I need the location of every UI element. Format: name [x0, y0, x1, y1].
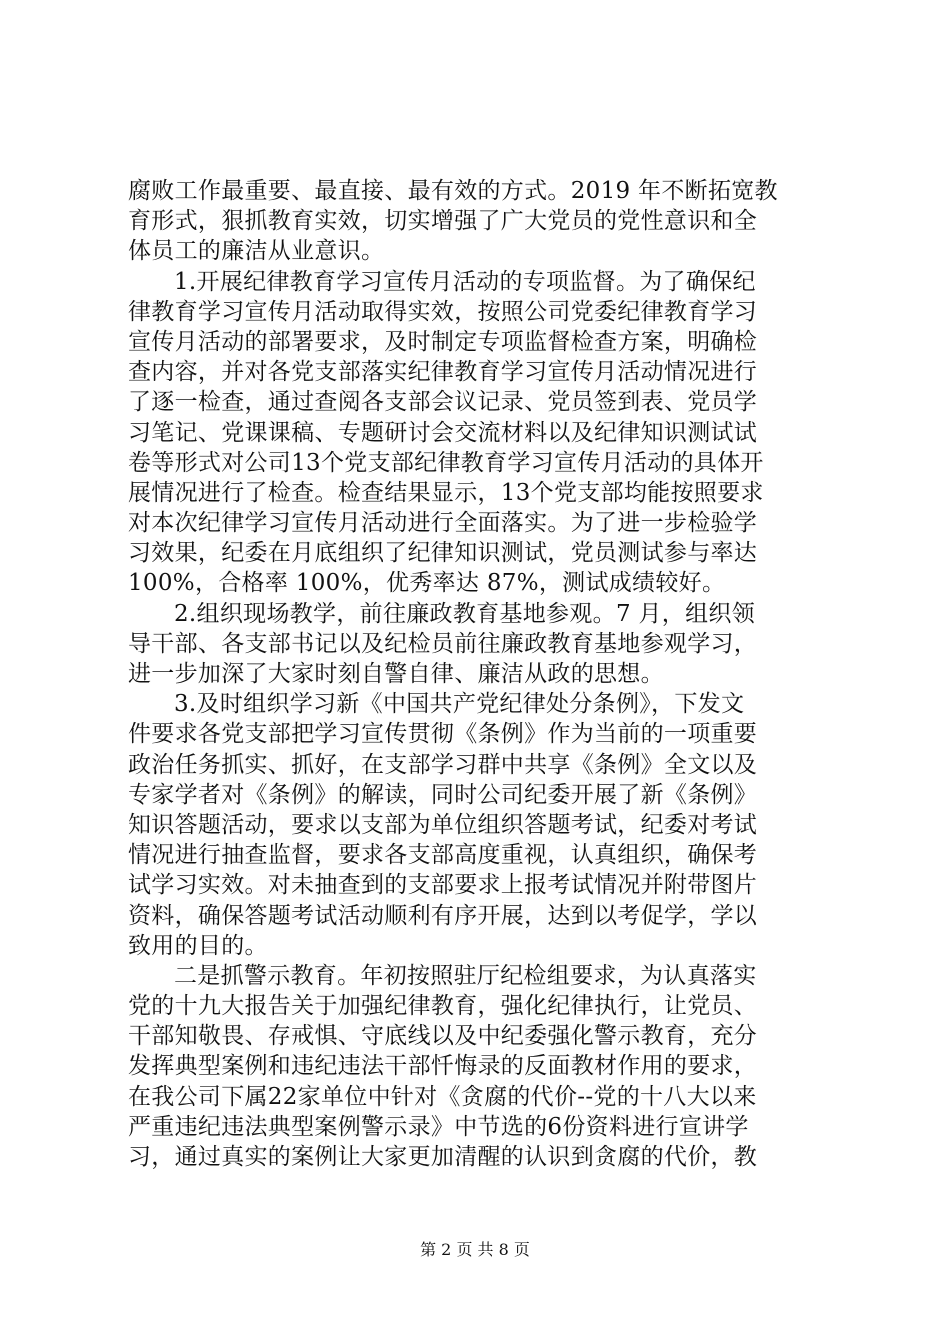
- text-line: 习，通过真实的案例让大家更加清醒的认识到贪腐的代价，教: [128, 1144, 758, 1170]
- text-line: 卷等形式对公司13个党支部纪律教育学习宣传月活动的具体开: [128, 449, 764, 476]
- text-line: 在我公司下属22家单位中针对《贪腐的代价--党的十八大以来: [128, 1083, 757, 1110]
- text-line: 导干部、各支部书记以及纪检员前往廉政教育基地参观学习，: [128, 630, 758, 657]
- text-line: 查内容，并对各党支部落实纪律教育学习宣传月活动情况进行: [128, 359, 758, 386]
- text-line: 试学习实效。对未抽查到的支部要求上报考试情况并附带图片: [128, 872, 758, 899]
- paragraph-first-line: 3.及时组织学习新《中国共产党纪律处分条例》，下发文: [174, 691, 745, 718]
- text-line: 体员工的廉洁从业意识。: [128, 238, 385, 265]
- text-line: 政治任务抓实、抓好，在支部学习群中共享《条例》全文以及: [128, 751, 758, 778]
- text-line: 对本次纪律学习宣传月活动进行全面落实。为了进一步检验学: [128, 510, 758, 537]
- text-line: 展情况进行了检查。检查结果显示，13个党支部均能按照要求: [128, 479, 764, 506]
- text-line: 进一步加深了大家时刻自警自律、廉洁从政的思想。: [128, 661, 664, 687]
- paragraph-first-line: 二是抓警示教育。年初按照驻厅纪检组要求，为认真落实: [174, 962, 757, 989]
- text-line: 习效果，纪委在月底组织了纪律知识测试，党员测试参与率达: [128, 540, 758, 567]
- text-line: 了逐一检查，通过查阅各支部会议记录、党员签到表、党员学: [128, 389, 758, 416]
- text-line: 严重违纪违法典型案例警示录》中节选的6份资料进行宣讲学: [128, 1113, 749, 1140]
- text-line: 律教育学习宣传月活动取得实效，按照公司党委纪律教育学习: [128, 298, 758, 325]
- text-line: 干部知敬畏、存戒惧、守底线以及中纪委强化警示教育，充分: [128, 1023, 758, 1050]
- document-body: [128, 176, 828, 1172]
- text-line: 腐败工作最重要、最直接、最有效的方式。2019 年不断拓宽教: [128, 178, 778, 204]
- text-line: 致用的目的。: [128, 932, 268, 959]
- page-footer: [0, 1240, 950, 1260]
- text-line: 育形式，狠抓教育实效，切实增强了广大党员的党性意识和全: [128, 208, 758, 235]
- text-line: 宣传月活动的部署要求，及时制定专项监督检查方案，明确检: [128, 328, 758, 355]
- text-line: 发挥典型案例和违纪违法干部忏悔录的反面教材作用的要求，: [128, 1053, 758, 1080]
- text-line: 情况进行抽查监督，要求各支部高度重视，认真组织，确保考: [128, 842, 758, 869]
- text-line: 习笔记、党课课稿、专题研讨会交流材料以及纪律知识测试试: [128, 419, 758, 446]
- page-number-label: 第 2 页 共 8 页: [420, 1240, 530, 1259]
- text-line: 党的十九大报告关于加强纪律教育，强化纪律执行，让党员、: [128, 993, 758, 1020]
- text-line: 件要求各党支部把学习宣传贯彻《条例》作为当前的一项重要: [128, 721, 758, 748]
- text-line: 资料，确保答题考试活动顺利有序开展，达到以考促学，学以: [128, 902, 758, 929]
- text-line: 专家学者对《条例》的解读，同时公司纪委开展了新《条例》: [128, 781, 758, 808]
- text-line: 知识答题活动，要求以支部为单位组织答题考试，纪委对考试: [128, 811, 758, 838]
- paragraph-first-line: 2.组织现场教学，前往廉政教育基地参观。7 月，组织领: [174, 600, 755, 627]
- text-line: 100%，合格率 100%，优秀率达 87%，测试成绩较好。: [128, 570, 726, 597]
- paragraph-first-line: 1.开展纪律教育学习宣传月活动的专项监督。为了确保纪: [174, 268, 756, 295]
